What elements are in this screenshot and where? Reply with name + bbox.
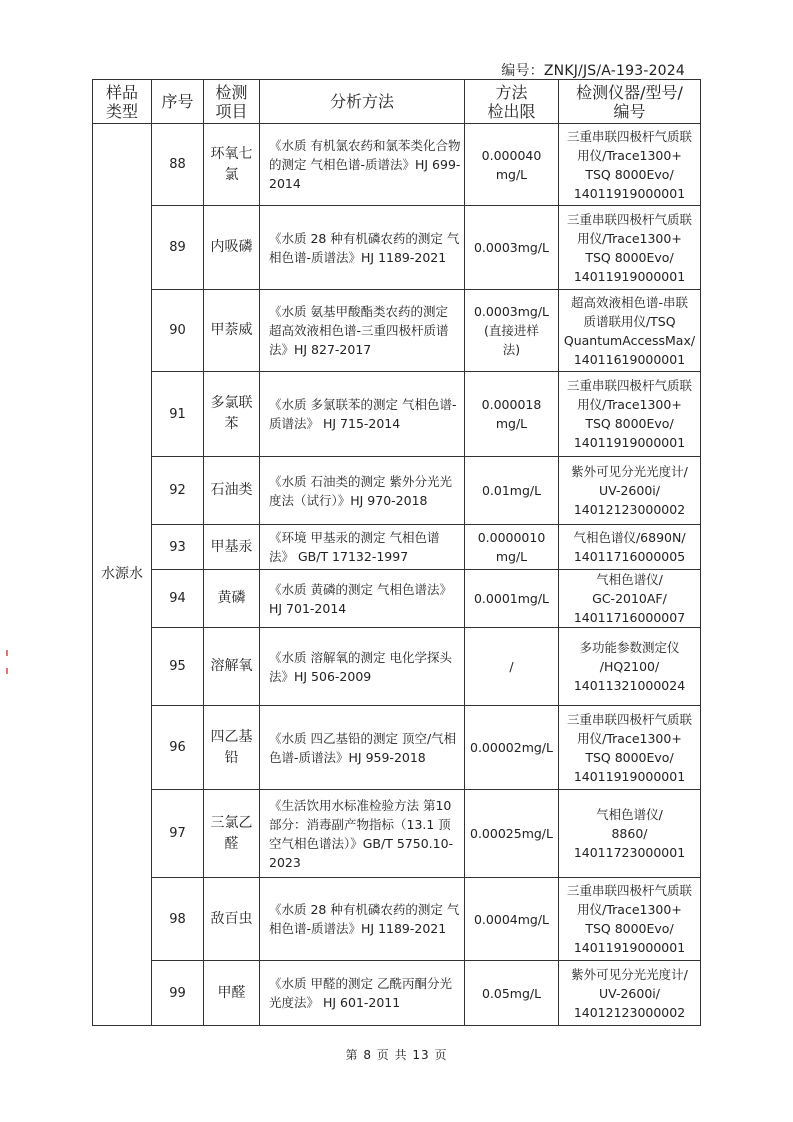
table-row bbox=[93, 790, 701, 878]
seq-cell: 95 bbox=[152, 628, 204, 706]
seq-cell: 94 bbox=[152, 570, 204, 628]
header-seq: 序号 bbox=[152, 80, 204, 124]
method-cell: 《水质 氨基甲酸酯类农药的测定 超高效液相色谱-三重四极杆质谱法》HJ 827-2017 bbox=[260, 290, 465, 372]
table-row bbox=[93, 290, 701, 372]
method-cell: 《水质 多氯联苯的测定 气相色谱-质谱法》 HJ 715-2014 bbox=[260, 372, 465, 457]
item-cell: 敌百虫 bbox=[204, 878, 260, 961]
item-cell: 多氯联 苯 bbox=[204, 372, 260, 457]
method-cell: 《水质 溶解氧的测定 电化学探头法》HJ 506-2009 bbox=[260, 628, 465, 706]
table-row bbox=[93, 570, 701, 628]
method-cell: 《水质 黄磷的测定 气相色谱法》HJ 701-2014 bbox=[260, 570, 465, 628]
seq-cell: 90 bbox=[152, 290, 204, 372]
seq-cell: 91 bbox=[152, 372, 204, 457]
edge-mark bbox=[6, 668, 8, 674]
item-cell: 内吸磷 bbox=[204, 206, 260, 290]
seq-cell: 92 bbox=[152, 457, 204, 525]
sample-type-cell: 水源水 bbox=[93, 124, 152, 1026]
instrument-cell: 气相色谱仪/ 8860/ 14011723000001 bbox=[559, 790, 701, 878]
method-cell: 《水质 四乙基铅的测定 顶空/气相色谱-质谱法》HJ 959-2018 bbox=[260, 706, 465, 790]
limit-cell: 0.000018 mg/L bbox=[465, 372, 559, 457]
limit-cell: 0.0001mg/L bbox=[465, 570, 559, 628]
seq-cell: 88 bbox=[152, 124, 204, 206]
item-cell: 溶解氧 bbox=[204, 628, 260, 706]
header-item: 检测 项目 bbox=[204, 80, 260, 124]
limit-cell: 0.00002mg/L bbox=[465, 706, 559, 790]
table-row bbox=[93, 372, 701, 457]
seq-cell: 97 bbox=[152, 790, 204, 878]
item-cell: 黄磷 bbox=[204, 570, 260, 628]
seq-cell: 98 bbox=[152, 878, 204, 961]
instrument-cell: 超高效液相色谱-串联 质谱联用仪/TSQ QuantumAccessMax/ 14011619000001 bbox=[559, 290, 701, 372]
item-cell: 四乙基 铅 bbox=[204, 706, 260, 790]
table-header-row bbox=[93, 80, 701, 124]
instrument-cell: 三重串联四极杆气质联 用仪/Trace1300+ TSQ 8000Evo/ 14011919000001 bbox=[559, 372, 701, 457]
item-cell: 甲萘威 bbox=[204, 290, 260, 372]
edge-mark bbox=[6, 650, 8, 656]
seq-cell: 89 bbox=[152, 206, 204, 290]
limit-cell: 0.0003mg/L (直接进样 法) bbox=[465, 290, 559, 372]
instrument-cell: 气相色谱仪/6890N/ 14011716000005 bbox=[559, 525, 701, 570]
seq-cell: 99 bbox=[152, 961, 204, 1026]
method-cell: 《水质 28 种有机磷农药的测定 气相色谱-质谱法》HJ 1189-2021 bbox=[260, 206, 465, 290]
limit-cell: 0.01mg/L bbox=[465, 457, 559, 525]
method-cell: 《水质 有机氯农药和氯苯类化合物的测定 气相色谱-质谱法》HJ 699-2014 bbox=[260, 124, 465, 206]
item-cell: 三氯乙 醛 bbox=[204, 790, 260, 878]
method-cell: 《生活饮用水标准检验方法 第10部分：消毒副产物指标（13.1 顶空气相色谱法）》GB/T 5750.10-2023 bbox=[260, 790, 465, 878]
instrument-cell: 三重串联四极杆气质联 用仪/Trace1300+ TSQ 8000Evo/ 14011919000001 bbox=[559, 206, 701, 290]
page-footer: 第 8 页 共 13 页 bbox=[345, 1048, 448, 1062]
instrument-cell: 紫外可见分光光度计/ UV-2600i/ 14012123000002 bbox=[559, 457, 701, 525]
header-method: 分析方法 bbox=[260, 80, 465, 124]
limit-cell: 0.00025mg/L bbox=[465, 790, 559, 878]
header-limit: 方法 检出限 bbox=[465, 80, 559, 124]
limit-cell: 0.05mg/L bbox=[465, 961, 559, 1026]
document-number: 编号：ZNKJ/JS/A-193-2024 bbox=[501, 63, 685, 79]
item-cell: 甲醛 bbox=[204, 961, 260, 1026]
table-row bbox=[93, 206, 701, 290]
table-row bbox=[93, 628, 701, 706]
seq-cell: 96 bbox=[152, 706, 204, 790]
instrument-cell: 紫外可见分光光度计/ UV-2600i/ 14012123000002 bbox=[559, 961, 701, 1026]
method-cell: 《环境 甲基汞的测定 气相色谱法》 GB/T 17132-1997 bbox=[260, 525, 465, 570]
limit-cell: 0.0000010 mg/L bbox=[465, 525, 559, 570]
instrument-cell: 多功能参数测定仪 /HQ2100/ 14011321000024 bbox=[559, 628, 701, 706]
instrument-cell: 三重串联四极杆气质联 用仪/Trace1300+ TSQ 8000Evo/ 14011919000001 bbox=[559, 124, 701, 206]
table-row bbox=[93, 457, 701, 525]
header-instrument: 检测仪器/型号/ 编号 bbox=[559, 80, 701, 124]
table-row bbox=[93, 878, 701, 961]
method-cell: 《水质 28 种有机磷农药的测定 气相色谱-质谱法》HJ 1189-2021 bbox=[260, 878, 465, 961]
limit-cell: 0.000040 mg/L bbox=[465, 124, 559, 206]
limit-cell: / bbox=[465, 628, 559, 706]
limit-cell: 0.0004mg/L bbox=[465, 878, 559, 961]
header-sample-type: 样品 类型 bbox=[93, 80, 152, 124]
seq-cell: 93 bbox=[152, 525, 204, 570]
method-cell: 《水质 甲醛的测定 乙酰丙酮分光光度法》 HJ 601-2011 bbox=[260, 961, 465, 1026]
instrument-cell: 三重串联四极杆气质联 用仪/Trace1300+ TSQ 8000Evo/ 14011919000001 bbox=[559, 706, 701, 790]
table-row bbox=[93, 961, 701, 1026]
limit-cell: 0.0003mg/L bbox=[465, 206, 559, 290]
item-cell: 环氧七 氯 bbox=[204, 124, 260, 206]
detection-methods-table bbox=[92, 79, 701, 1026]
instrument-cell: 三重串联四极杆气质联 用仪/Trace1300+ TSQ 8000Evo/ 14011919000001 bbox=[559, 878, 701, 961]
table-row bbox=[93, 706, 701, 790]
item-cell: 石油类 bbox=[204, 457, 260, 525]
item-cell: 甲基汞 bbox=[204, 525, 260, 570]
table-row bbox=[93, 124, 701, 206]
instrument-cell: 气相色谱仪/ GC-2010AF/ 14011716000007 bbox=[559, 570, 701, 628]
method-cell: 《水质 石油类的测定 紫外分光光度法（试行）》HJ 970-2018 bbox=[260, 457, 465, 525]
table-row bbox=[93, 525, 701, 570]
